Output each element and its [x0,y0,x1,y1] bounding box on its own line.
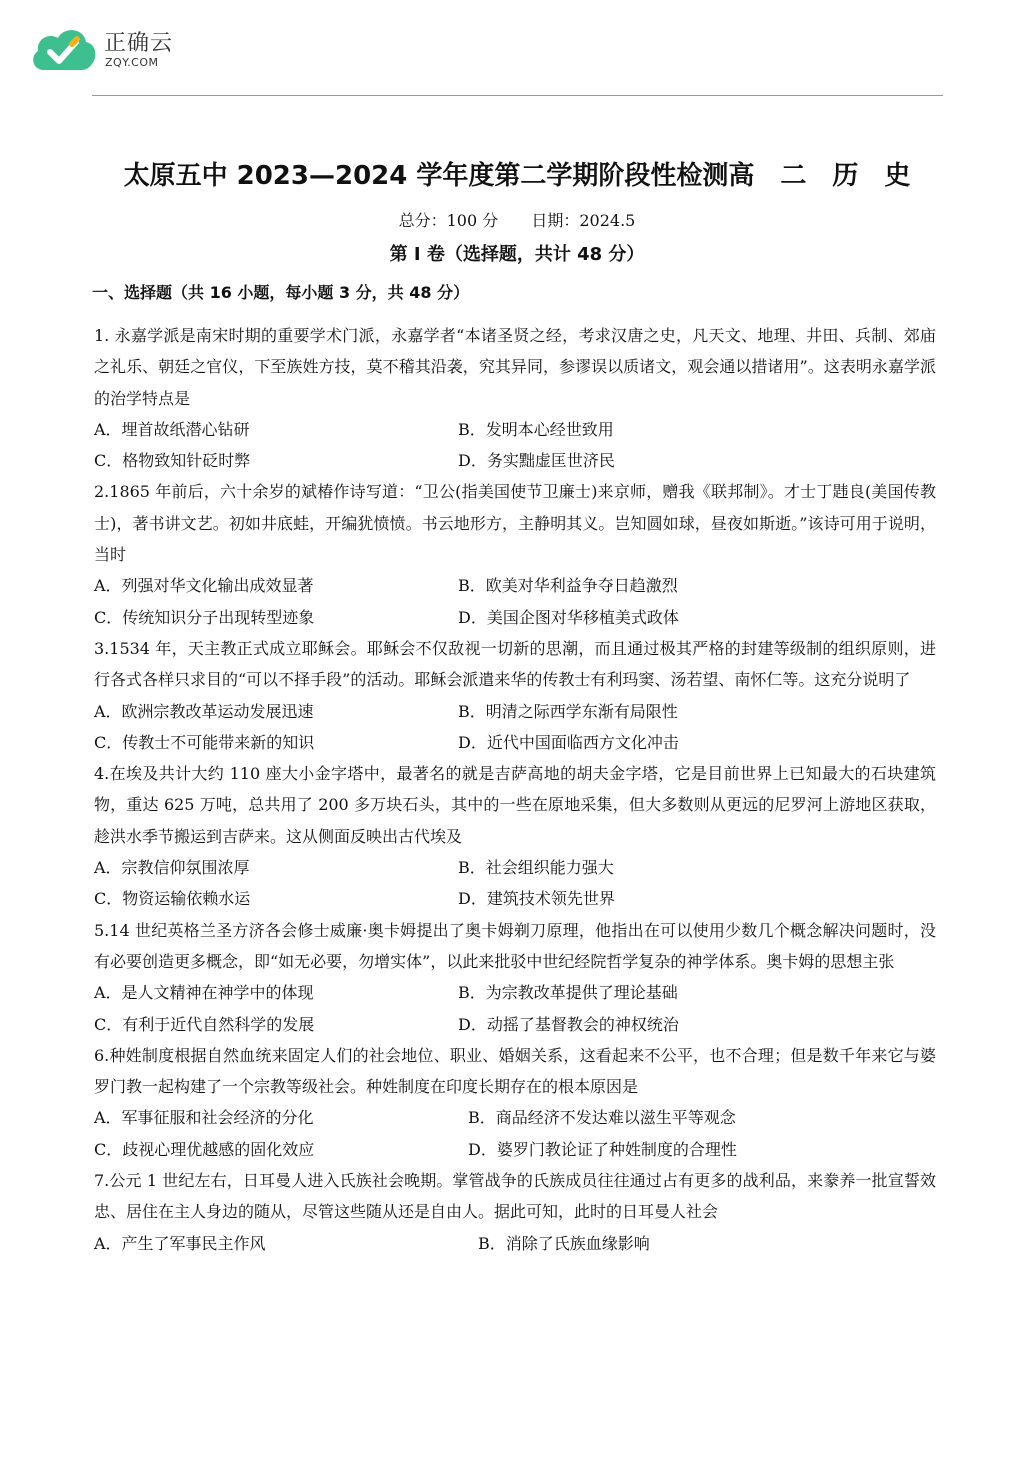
question-stem: 6.种姓制度根据自然血统来固定人们的社会地位、职业、婚姻关系，这看起来不公平，也不合理；但是数千年来它与婆罗门教一起构建了一个宗教等级社会。种姓制度在印度长期存在的根本原因是 [94,1045,936,1097]
question [94,915,936,1040]
option: A．欧洲宗教改革运动发展迅速 [94,701,314,721]
question [94,1165,936,1259]
part-heading: 一、选择题（共 16 小题，每小题 3 分，共 48 分） [92,283,470,302]
question-options [94,570,936,633]
header-divider [92,95,943,96]
total-score: 总分：100 分 [398,211,499,230]
option: D．建筑技术领先世界 [458,889,615,909]
brand-name: 正确云 [104,31,174,56]
question-stem: 5.14 世纪英格兰圣方济各会修士威廉·奥卡姆提出了奥卡姆剃刀原理，他指出在可以使用少数几个概念解决问题时，没有必要创造更多概念，即“如无必要，勿增实体”，以此来批驳中世纪经院哲学复杂的神学体系。奥卡姆的思想主张 [94,920,936,971]
option: B．为宗教改革提供了理论基础 [458,983,678,1003]
option: C．物资运输依赖水运 [94,889,251,909]
option: A．埋首故纸潜心钻研 [94,419,250,439]
question-stem: 7.公元 1 世纪左右，日耳曼人进入氏族社会晚期。掌管战争的氏族成员往往通过占有更多的战利品，来豢养一批宣誓效忠、居住在主人身边的随从，尽管这些随从还是自由人。据此可知，此时的日耳曼人社会 [94,1171,936,1222]
option: B．明清之际西学东渐有局限性 [458,701,678,721]
exam-title: 太原五中 2023—2024 学年度第二学期阶段性检测高 二 历 史 [123,161,911,191]
option: A．宗教信仰氛围浓厚 [94,858,250,878]
option: C．传教士不可能带来新的知识 [94,732,315,752]
exam-meta [0,208,1034,231]
option: C．传统知识分子出现转型迹象 [94,607,315,627]
option: A．列强对华文化输出成效显著 [94,576,314,596]
option: C．歧视心理优越感的固化效应 [94,1139,315,1159]
option: B．消除了氏族血缘影响 [478,1233,650,1253]
option: D．近代中国面临西方文化冲击 [458,732,679,752]
question [94,633,936,758]
option: A．军事征服和社会经济的分化 [94,1108,314,1128]
option: D．动摇了基督教会的神权统治 [458,1014,679,1034]
option: C．格物致知针砭时弊 [94,451,251,471]
question-options [94,696,936,759]
option: C．有利于近代自然科学的发展 [94,1014,315,1034]
option: D．婆罗门教论证了种姓制度的合理性 [468,1139,737,1159]
option: D．务实黜虚匡世济民 [458,451,615,471]
option: D．美国企图对华移植美式政体 [458,607,679,627]
question [94,476,936,632]
question-options [94,852,936,915]
exam-date: 日期：2024.5 [531,211,636,230]
question [94,758,936,914]
option: B．发明本心经世致用 [458,419,614,439]
question-list [94,320,936,1259]
question-options [94,977,936,1040]
question [94,320,936,476]
option: A．是人文精神在神学中的体现 [94,983,314,1003]
option: A．产生了军事民主作风 [94,1233,266,1253]
question-options [94,414,936,477]
brand-domain: ZQY.COM [105,56,159,69]
question-options [94,1102,936,1165]
question-stem: 3.1534 年，天主教正式成立耶稣会。耶稣会不仅敌视一切新的思潮，而且通过极其严格的封建等级制的组织原则，进行各式各样只求目的“可以不择手段”的活动。耶稣会派遣来华的传教士有利玛窦、汤若望、南怀仁等。这充分说明了 [94,638,936,690]
cloud-check-icon [28,22,98,74]
option: B．商品经济不发达难以滋生平等观念 [468,1108,736,1128]
section-heading: 第 I 卷（选择题，共计 48 分） [389,244,645,265]
question-options [94,1228,936,1259]
question-stem: 4.在埃及共计大约 110 座大小金字塔中，最著名的就是吉萨高地的胡夫金字塔，它是目前世界上已知最大的石块建筑物，重达 625 万吨，总共用了 200 多万块石头，其中的一些在原地采集，但大多数则从更远的尼罗河上游地区获取，趁洪水季节搬运到吉萨来。这从侧面反映出古代埃及 [94,764,936,846]
brand-header [28,18,228,76]
option: B．欧美对华利益争夺日趋激烈 [458,576,678,596]
option: B．社会组织能力强大 [458,858,614,878]
question-stem: 1. 永嘉学派是南宋时期的重要学术门派，永嘉学者“本诸圣贤之经，考求汉唐之史，凡天文、地理、井田、兵制、郊庙之礼乐、朝廷之官仪，下至族姓方技，莫不稽其沿袭，究其异同，参谬误以质诸文，观会通以措诸用”。这表明永嘉学派的治学特点是 [94,326,936,408]
question-stem: 2.1865 年前后，六十余岁的斌椿作诗写道：“卫公(指美国使节卫廉士)来京师，赠我《联邦制》。才士丁韪良(美国传教士)，著书讲文艺。初如井底蛙，开编犹愤愤。书云地形方，主静明其义。岂知圆如球，昼夜如斯逝。”该诗可用于说明，当时 [94,482,936,565]
question [94,1040,936,1165]
